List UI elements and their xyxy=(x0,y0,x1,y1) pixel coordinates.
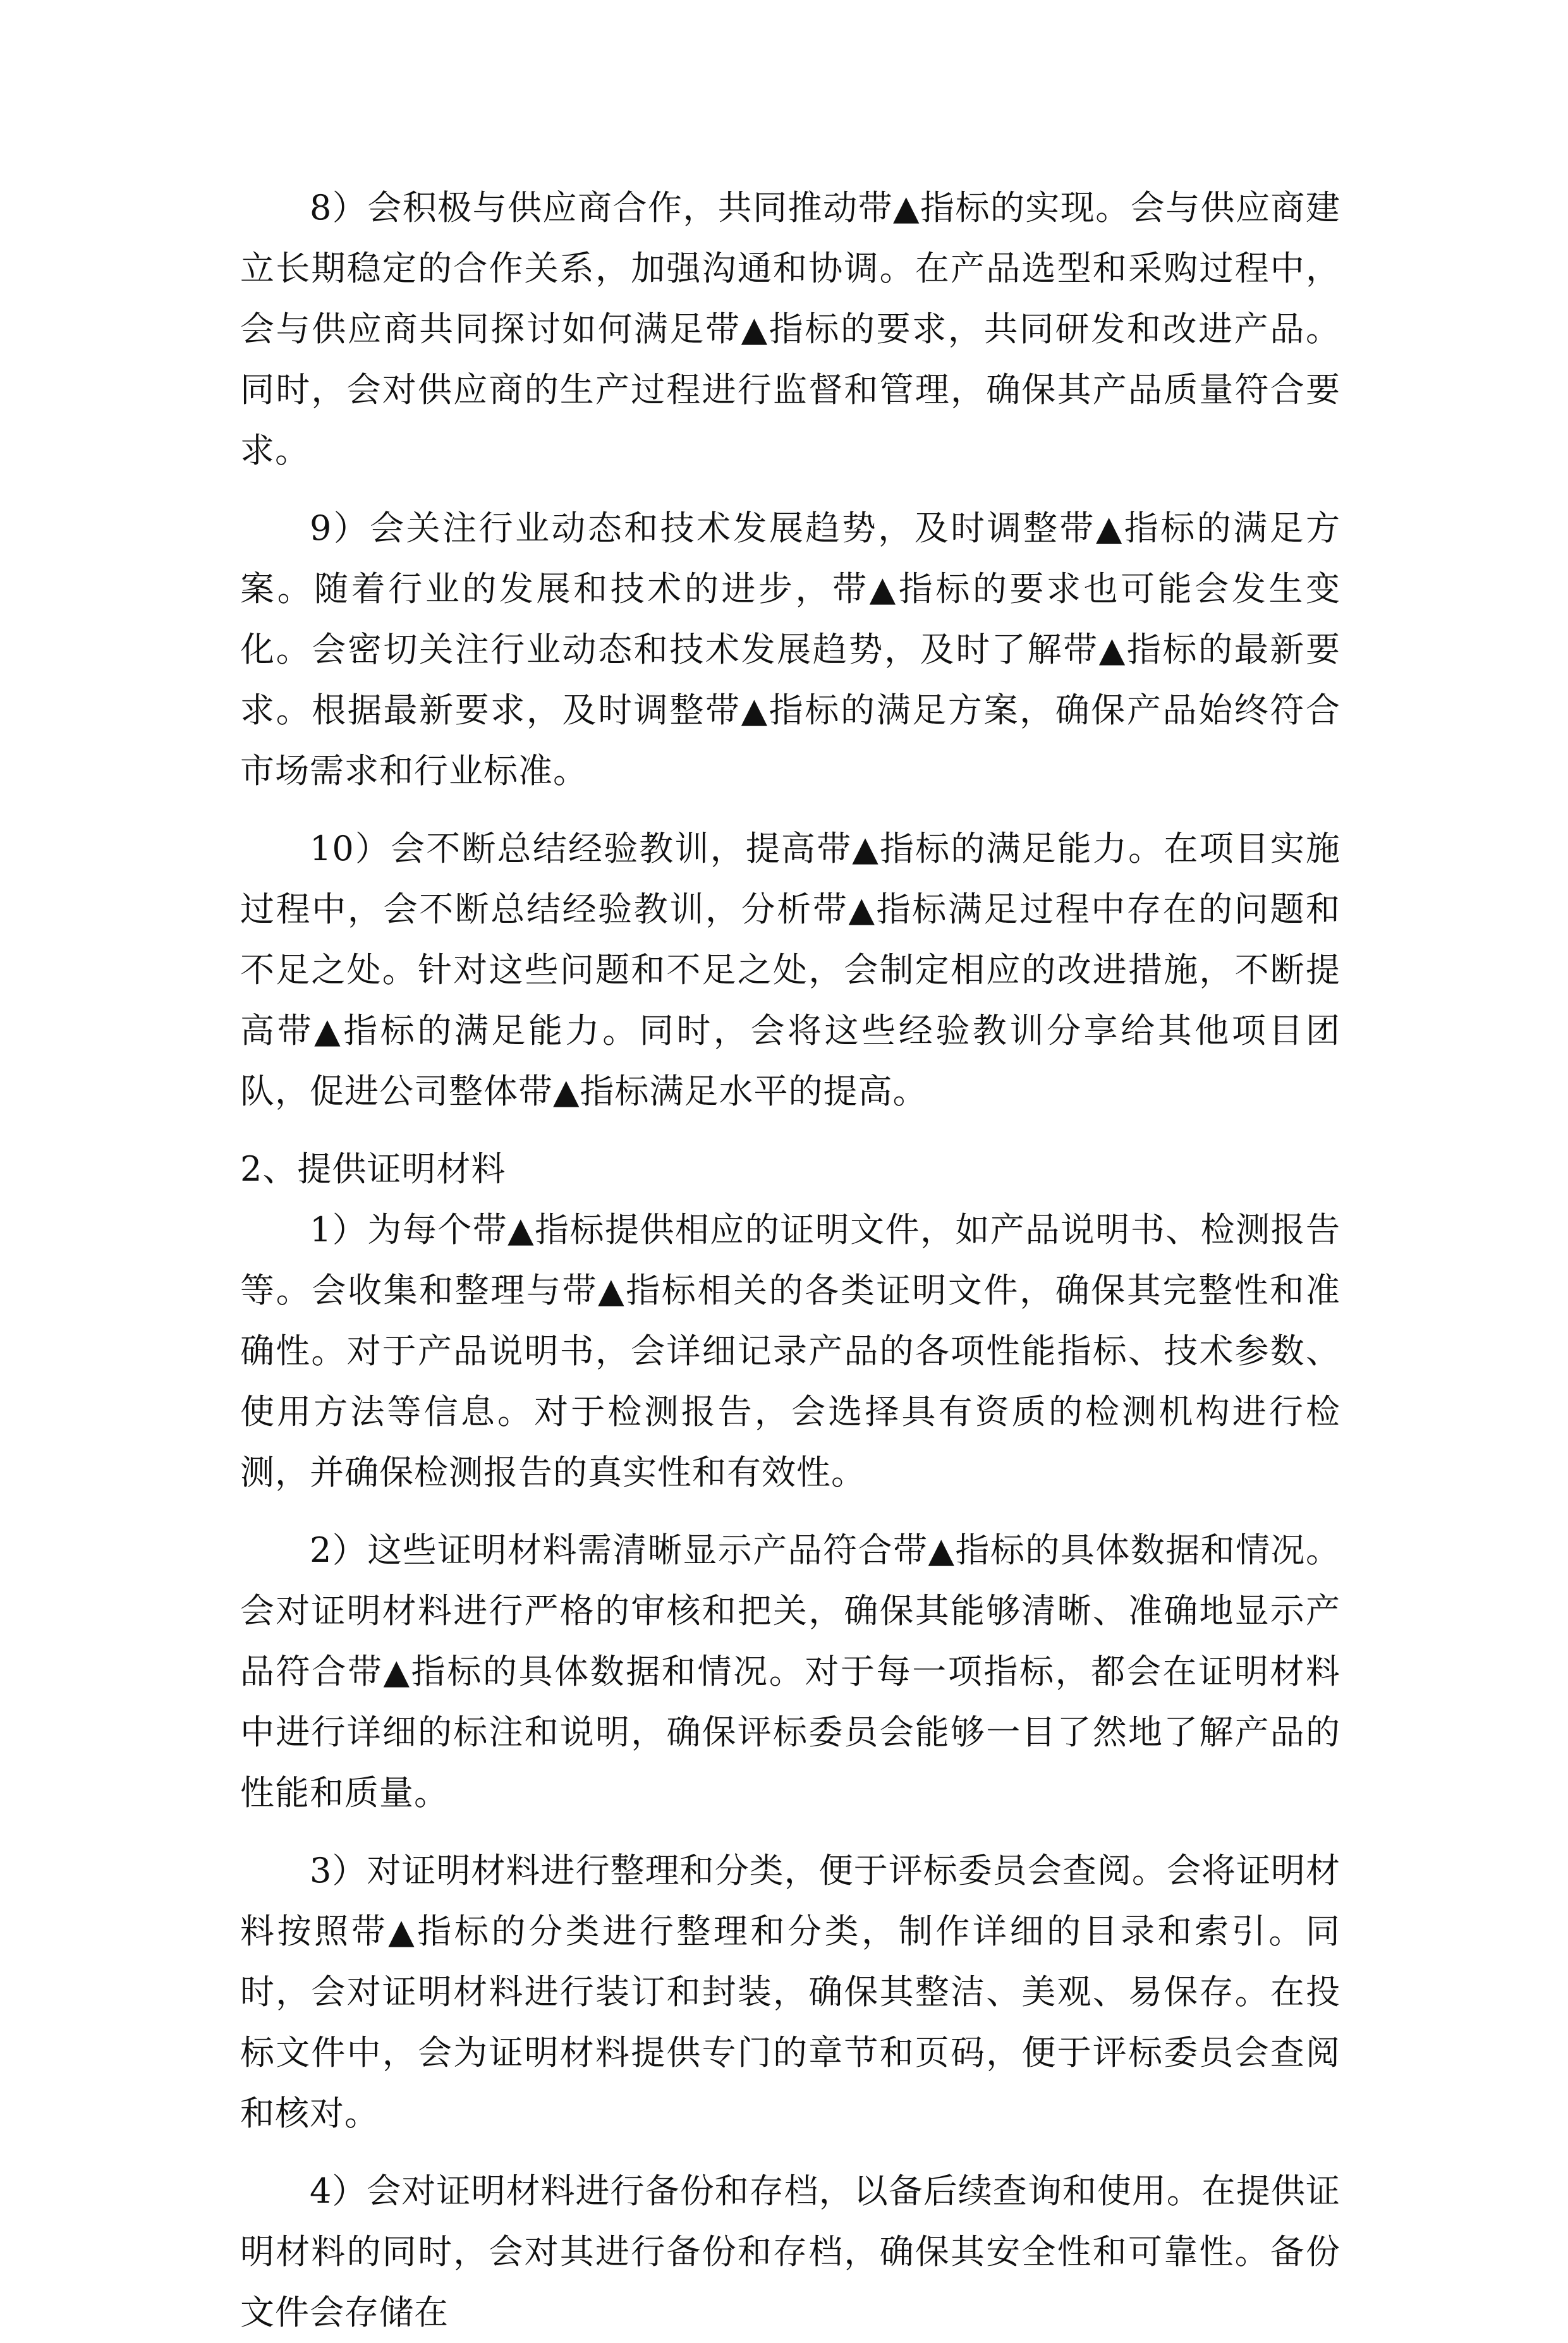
paragraph-2: 2）这些证明材料需清晰显示产品符合带▲指标的具体数据和情况。会对证明材料进行严格的审核和把关，确保其能够清晰、准确地显示产品符合带▲指标的具体数据和情况。对于每一项指标，都会在证明材料中进行详细的标注和说明，确保评标委员会能够一目了然地了解产品的性能和质量。 xyxy=(240,1530,1340,1813)
paragraph-1: 1）为每个带▲指标提供相应的证明文件，如产品说明书、检测报告等。会收集和整理与带▲指标相关的各类证明文件，确保其完整性和准确性。对于产品说明书，会详细记录产品的各项性能指标、技术参数、使用方法等信息。对于检测报告，会选择具有资质的检测机构进行检测，并确保检测报告的真实性和有效性。 xyxy=(240,1210,1340,1492)
paragraph-4: 4）会对证明材料进行备份和存档，以备后续查询和使用。在提供证明材料的同时，会对其进行备份和存档，确保其安全性和可靠性。备份文件会存储在 xyxy=(240,2171,1340,2332)
paragraph-9: 9）会关注行业动态和技术发展趋势，及时调整带▲指标的满足方案。随着行业的发展和技术的进步，带▲指标的要求也可能会发生变化。会密切关注行业动态和技术发展趋势，及时了解带▲指标的最新要求。根据最新要求，及时调整带▲指标的满足方案，确保产品始终符合市场需求和行业标准。 xyxy=(240,508,1340,791)
paragraph-3: 3）对证明材料进行整理和分类，便于评标委员会查阅。会将证明材料按照带▲指标的分类进行整理和分类，制作详细的目录和索引。同时，会对证明材料进行装订和封装，确保其整洁、美观、易保存。在投标文件中，会为证明材料提供专门的章节和页码，便于评标委员会查阅和核对。 xyxy=(240,1851,1340,2133)
paragraph-8: 8）会积极与供应商合作，共同推动带▲指标的实现。会与供应商建立长期稳定的合作关系，加强沟通和协调。在产品选型和采购过程中，会与供应商共同探讨如何满足带▲指标的要求，共同研发和改进产品。同时，会对供应商的生产过程进行监督和管理，确保其产品质量符合要求。 xyxy=(240,188,1340,470)
section-heading: 2、提供证明材料 xyxy=(240,1149,506,1189)
paragraph-10: 10）会不断总结经验教训，提高带▲指标的满足能力。在项目实施过程中，会不断总结经验教训，分析带▲指标满足过程中存在的问题和不足之处。针对这些问题和不足之处，会制定相应的改进措施，不断提高带▲指标的满足能力。同时，会将这些经验教训分享给其他项目团队，促进公司整体带▲指标满足水平的提高。 xyxy=(240,829,1340,1111)
